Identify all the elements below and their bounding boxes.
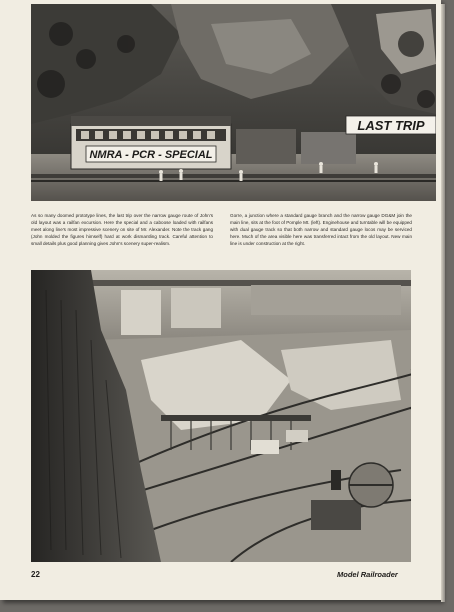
top-photo-last-trip (31, 4, 436, 201)
magazine-title: Model Railroader (337, 570, 398, 579)
caption-left: As so many doomed prototype lines, the last trip over the narrow gauge route of John's old layout was a railfan excursion. Here the special and a caboose loaded with railfans meet along line's most impressive scenery on site of Mr. Alexander. Note the track gang (John molded the figures himself) hard at work dismantling track. Careful attention to small details plus good planning gives John's scenery super-realism. (31, 213, 213, 246)
caption-right: Gorre, a junction where a standard gauge branch and the narrow gauge DG&M join the main line, sits at the foot of Pomple Mt. (left). Enginehouse and turntable will be equipped with dual gauge track so that both narrow and standard gauge locos may be serviced here. Much of the area visible here was transferred intact from the old layout. New main line is under construction at the right. (230, 213, 412, 246)
bottom-photo-gorre-junction (31, 270, 411, 562)
top-photo-illustration (31, 4, 436, 201)
page-edge-shadow (441, 4, 445, 602)
page-number: 22 (31, 570, 40, 579)
car-sign-text: NMRA - PCR - SPECIAL (89, 149, 213, 161)
last-trip-banner-text: LAST TRIP (357, 118, 425, 133)
bottom-photo-illustration (31, 270, 411, 562)
